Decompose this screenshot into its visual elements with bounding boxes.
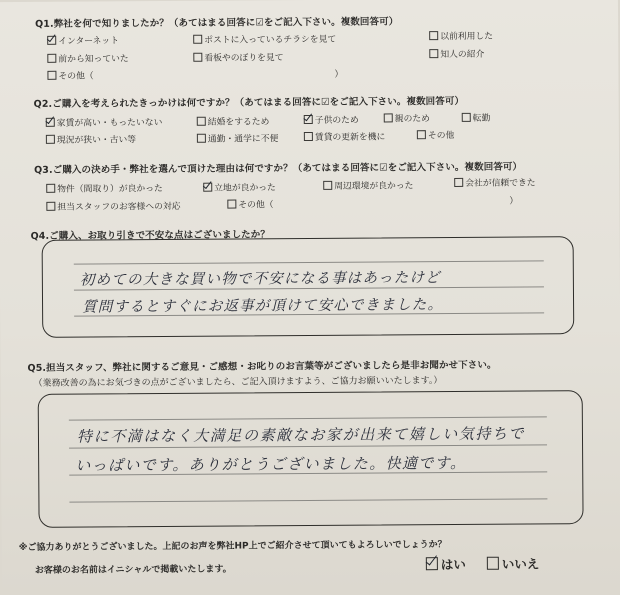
footer-initials-note: お客様のお名前はイニシャルで掲載いたします。 xyxy=(34,564,232,576)
q1-title: Q1.弊社を何で知りましたか？（あてはまる回答に☑をご記入下さい。複数回答可） xyxy=(35,16,399,30)
q5-answer-line-1: 特に不満はなく大満足の素敵なお家が出来て嬉しい気持ちで xyxy=(76,424,526,446)
checkbox[interactable] xyxy=(429,49,438,58)
q1-option-referral[interactable]: 知人の紹介 xyxy=(429,47,484,60)
checkbox[interactable] xyxy=(304,132,313,141)
checkbox[interactable] xyxy=(454,178,463,187)
checkbox[interactable] xyxy=(426,557,438,570)
q5-answer-line-2: いっぱいです。ありがとうございました。快適です。 xyxy=(75,453,467,475)
checkbox[interactable] xyxy=(193,53,202,62)
checkbox[interactable] xyxy=(46,202,55,211)
checkbox[interactable] xyxy=(46,135,55,144)
footer-publish-question: ※ご協力ありがとうございました。上記のお声を弊社HP上でご紹介させて頂いてもよろしいでしょうか？ xyxy=(18,540,447,554)
checkbox[interactable] xyxy=(47,71,56,80)
q4-answer-line-2: 質問するとすぐにお返事が頂けて安心できました。 xyxy=(82,297,444,316)
checkbox[interactable] xyxy=(47,36,56,45)
q3-option-location[interactable]: 立地が良かった xyxy=(203,180,276,194)
checkbox[interactable] xyxy=(193,35,202,44)
checkbox[interactable] xyxy=(227,200,236,209)
publish-no-option[interactable]: いいえ xyxy=(487,554,540,572)
q2-option-cramped[interactable]: 現況が狭い・古い等 xyxy=(46,132,136,146)
q3-option-floorplan[interactable]: 物件（間取り）が良かった xyxy=(46,181,163,195)
q3-option-trust[interactable]: 会社が信頼できた xyxy=(454,175,535,189)
q2-option-parents[interactable]: 親のため xyxy=(384,111,430,124)
q5-title: Q5.担当スタッフ、弊社に関するご意見・ご感想・お叱りのお言葉等がございましたら是非お聞かせ下さい。 xyxy=(27,359,497,374)
checkbox[interactable] xyxy=(323,181,332,190)
q4-answer-line-1: 初めての大きな買い物で不安になる事はあったけど xyxy=(79,270,441,289)
q1-option-other[interactable]: その他（ xyxy=(47,69,93,82)
q2-option-other[interactable]: その他 xyxy=(417,128,454,141)
checkbox[interactable] xyxy=(304,115,313,124)
q2-option-commute[interactable]: 通勤・通学に不便 xyxy=(197,131,278,145)
q2-option-transfer[interactable]: 転勤 xyxy=(462,111,491,124)
q3-option-other[interactable]: その他（ xyxy=(227,197,273,210)
checkbox[interactable] xyxy=(47,54,56,63)
q1-option-used-before[interactable]: 以前利用した xyxy=(429,29,493,42)
q3-option-staff[interactable]: 担当スタッフのお客様への対応 xyxy=(46,199,180,213)
q2-option-children[interactable]: 子供のため xyxy=(304,113,359,126)
publish-yes-option[interactable]: はい xyxy=(426,555,466,573)
checkbox[interactable] xyxy=(46,118,55,127)
q2-option-marriage[interactable]: 結婚をするため xyxy=(197,114,270,128)
checkbox[interactable] xyxy=(429,31,438,40)
q1-other-close: ） xyxy=(334,69,344,80)
q2-option-lease-renewal[interactable]: 賃貸の更新を機に xyxy=(304,129,385,143)
checkbox[interactable] xyxy=(203,183,212,192)
checkbox[interactable] xyxy=(197,117,206,126)
checkbox[interactable] xyxy=(417,130,426,139)
q2-option-rent-high[interactable]: 家賃が高い・もったいない xyxy=(46,115,163,129)
q4-title: Q4.ご購入、お取り引きで不安な点はございましたか？ xyxy=(30,229,271,242)
q1-option-knew-before[interactable]: 前から知っていた xyxy=(47,51,128,65)
checkbox[interactable] xyxy=(46,184,55,193)
q5-subtitle: （業務改善の為にお気づきの点がございましたら、ご記入頂けますよう、ご協力お願いいたします。） xyxy=(33,376,443,389)
q2-title: Q2.ご購入を考えられたきっかけは何ですか？（あてはまる回答に☑をご記入下さい。複数回答可） xyxy=(33,95,465,110)
checkbox[interactable] xyxy=(462,113,471,122)
q1-option-signboard[interactable]: 看板やのぼりを見て xyxy=(193,50,283,64)
q3-other-close: ） xyxy=(509,196,519,207)
q1-option-internet[interactable]: インターネット xyxy=(47,33,119,47)
q3-option-surroundings[interactable]: 周辺環境が良かった xyxy=(323,178,413,192)
checkbox[interactable] xyxy=(384,113,393,122)
checkbox[interactable] xyxy=(197,134,206,143)
q3-title: Q3.ご購入の決め手・弊社を選んで頂けた理由は何ですか？（あてはまる回答に☑をご記入下さい。複数回答可） xyxy=(34,161,523,176)
checkbox[interactable] xyxy=(487,557,499,570)
q1-option-flyer[interactable]: ポストに入っているチラシを見て xyxy=(193,32,336,46)
